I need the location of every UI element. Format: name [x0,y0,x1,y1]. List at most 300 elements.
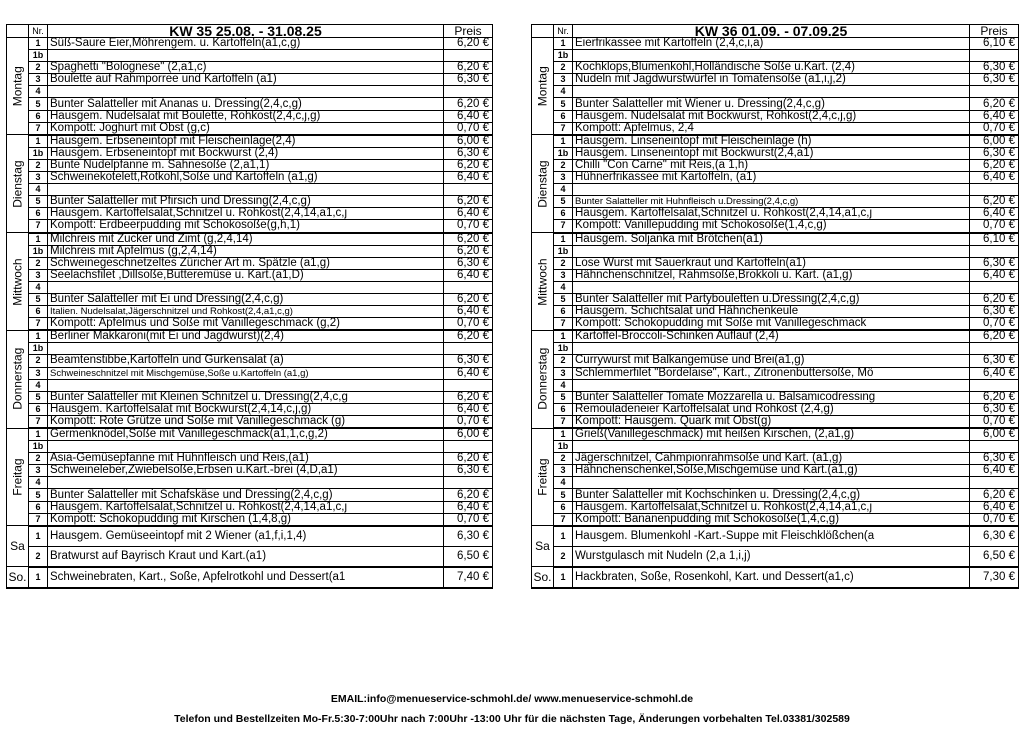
dish-text: Italien. Nudelsalat,Jägerschnitzel und Rohkost(2,4,a1,c,g) [48,306,444,318]
dish-price [970,379,1019,391]
menu-row [7,98,493,110]
dish-price [444,281,493,293]
menu-row [532,98,1019,110]
dish-price: 0,70 € [444,122,493,135]
item-number: 1 [29,38,48,50]
dish-price: 0,70 € [970,220,1019,233]
item-number: 1 [29,233,48,246]
dish-text: Schweinebraten, Kart., Soße, Apfelrotkohl und Dessert(a1 [48,567,444,588]
dish-price: 6,40 € [970,208,1019,220]
day-label: Dienstag [532,135,554,233]
dish-price [970,245,1019,257]
dish-price: 6,30 € [970,257,1019,269]
menu-row [7,184,493,196]
menu-row [532,403,1019,415]
menu-row [532,281,1019,293]
item-number: 1 [29,526,48,547]
dish-text: Asia-Gemüsepfanne mit Huhnfleisch und Reis,(a1) [48,453,444,465]
dish-text: Kompott: Apfelmus und Soße mit Vanillegeschmack (g,2) [48,318,444,331]
menu-row [7,477,493,489]
menu-row [7,245,493,257]
menu-row [532,135,1019,148]
menu-row [532,208,1019,220]
dish-price: 6,40 € [444,403,493,415]
dish-price: 6,10 € [970,38,1019,50]
item-number: 5 [554,391,573,403]
dish-text: Bunte Nudelpfanne m. Sahnesoße (2,a1,1) [48,159,444,171]
item-number: 7 [554,513,573,526]
menu-row [532,306,1019,318]
item-number: 1b [29,245,48,257]
week-title: KW 35 25.08. - 31.08.25 [48,25,444,38]
item-number: 4 [29,477,48,489]
dish-price: 6,00 € [444,428,493,441]
dish-text: Hühnerfrikassee mit Kartoffeln, (a1) [573,172,970,184]
dish-price: 6,20 € [444,391,493,403]
item-number: 6 [554,208,573,220]
menu-row [7,86,493,98]
dish-text: Schweineleber,Zwiebelsoße,Erbsen u.Kart.-brei (4,D,a1) [48,465,444,477]
dish-price: 0,70 € [444,318,493,331]
day-label: Mittwoch [532,233,554,331]
header-nr: Nr. [29,25,48,38]
dish-price: 0,70 € [444,415,493,428]
dish-price: 6,30 € [970,147,1019,159]
menu-row [532,159,1019,171]
item-number: 5 [29,489,48,501]
dish-text: Hausgem. Schichtsalat und Hähnchenkeule [573,306,970,318]
dish-price: 6,20 € [970,489,1019,501]
day-label: So. [532,567,554,588]
dish-price: 6,20 € [970,330,1019,343]
item-number: 6 [29,501,48,513]
menu-row [7,74,493,86]
footer-email: EMAIL:info@menueservice-schmohl.de/ www.menueservice-schmohl.de [330,693,694,705]
menu-row [532,379,1019,391]
dish-text [573,184,970,196]
item-number: 6 [29,208,48,220]
menu-row [532,110,1019,122]
dish-price: 6,50 € [444,546,493,567]
dish-price [970,86,1019,98]
dish-price: 7,40 € [444,567,493,588]
dish-text: Eierfrikassee mit Kartoffeln (2,4,c,i,a) [573,38,970,50]
dish-text: Bunter Salatteller mit Partybouletten u.Dressing(2,4,c,g) [573,293,970,305]
dish-price: 0,70 € [970,122,1019,135]
menu-row [7,220,493,233]
dish-text [48,379,444,391]
dish-text: Hausgem. Kartoffelsalat,Schnitzel u. Rohkost(2,4,14,a1,c,j [48,208,444,220]
item-number: 1 [29,330,48,343]
dish-text: Hausgem. Kartoffelsalat mit Bockwurst(2,4,14,c,j,g) [48,403,444,415]
dish-text: Hausgem. Soljanka mit Brötchen(a1) [573,233,970,246]
dish-price: 6,20 € [444,233,493,246]
dish-price: 6,20 € [970,98,1019,110]
dish-text: Hausgem. Kartoffelsalat,Schnitzel u. Rohkost(2,4,14,a1,c,j [573,208,970,220]
menu-row [7,233,493,246]
dish-price: 0,70 € [444,220,493,233]
dish-price: 6,20 € [444,62,493,74]
dish-text: Bunter Salatteller Tomate Mozzarella u. Balsamicodressing [573,391,970,403]
menu-row [532,489,1019,501]
dish-price: 6,20 € [444,293,493,305]
menu-row [532,257,1019,269]
item-number: 2 [554,257,573,269]
day-label: Montag [532,38,554,135]
dish-price: 6,30 € [970,355,1019,367]
item-number: 2 [554,159,573,171]
day-label: Donnerstag [7,330,29,428]
menu-row [532,477,1019,489]
item-number: 4 [29,86,48,98]
item-number: 6 [29,110,48,122]
dish-text: Kompott: Apfelmus, 2,4 [573,122,970,135]
dish-text: Germenknödel,Soße mit Vanillegeschmack(a1,1,c,g,2) [48,428,444,441]
menu-row [532,513,1019,526]
item-number: 1b [29,50,48,62]
dish-price [444,343,493,355]
dish-text: Schlemmerfilet "Bordelaise", Kart., Zitronenbuttersoße, Mö [573,367,970,379]
item-number: 1 [554,567,573,588]
dish-price: 6,30 € [444,74,493,86]
menu-row [7,318,493,331]
menu-row [7,489,493,501]
item-number: 1 [29,567,48,588]
dish-price: 6,40 € [970,269,1019,281]
day-label: Sa [7,526,29,567]
dish-price: 6,00 € [970,135,1019,148]
dish-price: 6,30 € [444,355,493,367]
dish-text: Remouladeneier Kartoffelsalat und Rohkost (2,4,g) [573,403,970,415]
menu-row [7,172,493,184]
item-number: 1b [554,441,573,453]
menu-row [532,567,1019,588]
dish-price: 6,40 € [444,269,493,281]
dish-text: Nudeln mit Jagdwurstwürfel in Tomatensoße (a1,i,j,2) [573,74,970,86]
dish-text: Hackbraten, Soße, Rosenkohl, Kart. und Dessert(a1,c) [573,567,970,588]
day-label: So. [7,567,29,588]
menu-row [532,233,1019,246]
item-number: 3 [29,367,48,379]
day-label: Mittwoch [7,233,29,331]
dish-price: 6,40 € [970,465,1019,477]
item-number: 3 [554,367,573,379]
item-number: 3 [29,172,48,184]
dish-price: 0,70 € [970,318,1019,331]
menu-row [7,343,493,355]
menu-row [532,318,1019,331]
dish-price [444,477,493,489]
menu-row [7,403,493,415]
dish-price: 6,50 € [970,546,1019,567]
table-header-row [532,25,1019,38]
header-blank [532,25,554,38]
day-label: Freitag [532,428,554,526]
item-number: 2 [29,355,48,367]
dish-text: Berliner Makkaroni(mit Ei und Jagdwurst)(2,4) [48,330,444,343]
menu-row [7,159,493,171]
item-number: 4 [554,184,573,196]
dish-text: Hausgem. Gemüseeintopf mit 2 Wiener (a1,f,i,1,4) [48,526,444,547]
dish-text: Jägerschnitzel, Cahmpionrahmsoße und Kart. (a1,g) [573,453,970,465]
dish-text: Kompott: Hausgem. Quark mit Obst(g) [573,415,970,428]
dish-price: 6,30 € [970,403,1019,415]
menu-row [7,293,493,305]
item-number: 2 [29,257,48,269]
dish-price [444,441,493,453]
dish-price: 6,20 € [444,489,493,501]
dish-text: Hausgem. Blumenkohl -Kart.-Suppe mit Fleischklößchen(a [573,526,970,547]
dish-price [444,184,493,196]
menu-row [532,184,1019,196]
item-number: 2 [554,453,573,465]
item-number: 3 [29,269,48,281]
dish-price: 0,70 € [970,513,1019,526]
dish-text: Hähnchenschenkel,Soße,Mischgemüse und Kart.(a1,g) [573,465,970,477]
dish-price: 6,10 € [970,233,1019,246]
item-number: 4 [554,379,573,391]
dish-price: 6,40 € [444,501,493,513]
dish-price: 6,30 € [970,74,1019,86]
item-number: 2 [29,453,48,465]
item-number: 2 [554,62,573,74]
dish-price: 6,40 € [970,110,1019,122]
dish-price: 6,40 € [444,110,493,122]
dish-text: Hausgem. Kartoffelsalat,Schnitzel u. Rohkost(2,4,14,a1,c,j [48,501,444,513]
footer-phone: Telefon und Bestellzeiten Mo-Fr.5:30-7:00Uhr nach 7:00Uhr -13:00 Uhr für die nächsten Tage, Änderungen vorbehalten Tel.03381/302589 [174,713,850,725]
dish-text: Hausgem. Erbseneintopf mit Bockwurst (2,4) [48,147,444,159]
dish-price: 6,30 € [444,526,493,547]
menu-row [532,415,1019,428]
item-number: 6 [554,501,573,513]
dish-price: 6,40 € [444,306,493,318]
dish-text [573,50,970,62]
header-nr: Nr. [554,25,573,38]
item-number: 3 [554,465,573,477]
dish-text: Grieß(Vanillegeschmack) mit heißen Kirschen, (2,a1,g) [573,428,970,441]
dish-text: Hausgem. Nudelsalat mit Bockwurst, Rohkost(2,4,c,j,g) [573,110,970,122]
dish-price: 6,30 € [970,306,1019,318]
menu-row [532,391,1019,403]
header-price: Preis [970,25,1019,38]
menu-row [532,441,1019,453]
item-number: 3 [29,465,48,477]
dish-text: Schweinekotelett,Rotkohl,Soße und Kartoffeln (a1,g) [48,172,444,184]
menu-row [532,526,1019,547]
dish-text: Hähnchenschnitzel, Rahmsoße,Brokkoli u. Kart. (a1,g) [573,269,970,281]
menu-row [532,245,1019,257]
item-number: 7 [554,415,573,428]
dish-text [48,184,444,196]
menu-row [7,379,493,391]
item-number: 2 [554,355,573,367]
dish-text: Bunter Salatteller mit Schafskäse und Dressing(2,4,c,g) [48,489,444,501]
menu-row [7,62,493,74]
dish-text: Hausgem. Nudelsalat mit Boulette, Rohkost(2,4,c,j,g) [48,110,444,122]
dish-price: 6,20 € [970,159,1019,171]
dish-price: 7,30 € [970,567,1019,588]
menu-row [7,355,493,367]
dish-price: 6,40 € [444,208,493,220]
dish-text [573,379,970,391]
dish-price [444,86,493,98]
menu-row [532,453,1019,465]
item-number: 4 [29,281,48,293]
dish-text: Milchreis mit Apfelmus (g,2,4,14) [48,245,444,257]
header-price: Preis [444,25,493,38]
menu-row [7,567,493,588]
dish-price [444,379,493,391]
item-number: 6 [554,403,573,415]
menu-row [7,147,493,159]
dish-price [970,343,1019,355]
dish-text: Bunter Salatteller mit Ei und Dressing(2,4,c,g) [48,293,444,305]
dish-price: 6,20 € [444,245,493,257]
item-number: 5 [554,489,573,501]
dish-text: Kompott: Joghurt mit Obst (g,c) [48,122,444,135]
dish-price: 6,20 € [444,330,493,343]
menu-row [7,257,493,269]
dish-price: 6,20 € [970,391,1019,403]
item-number: 5 [554,98,573,110]
day-label: Dienstag [7,135,29,233]
item-number: 4 [554,86,573,98]
item-number: 5 [29,196,48,208]
menu-row [532,546,1019,567]
dish-price: 0,70 € [444,513,493,526]
menu-row [532,220,1019,233]
item-number: 2 [29,159,48,171]
menu-row [532,172,1019,184]
dish-text: Currywurst mit Balkangemüse und Brei(a1,g) [573,355,970,367]
item-number: 1 [554,135,573,148]
menu-row [532,428,1019,441]
menu-row [532,367,1019,379]
menu-row [7,441,493,453]
dish-text: Kompott: Vanillepudding mit Schokosoße(1,4,c,g) [573,220,970,233]
item-number: 1b [554,245,573,257]
dish-text: Kochklops,Blumenkohl,Holländische Soße u.Kart. (2,4) [573,62,970,74]
dish-text [573,343,970,355]
dish-price: 6,20 € [444,38,493,50]
item-number: 1 [554,526,573,547]
header-blank [7,25,29,38]
menu-row [532,465,1019,477]
dish-price: 6,30 € [444,465,493,477]
menu-row [532,343,1019,355]
dish-text: Hausgem. Linseneintopf mit Bockwurst(2,4,a1) [573,147,970,159]
menu-row [7,269,493,281]
item-number: 7 [29,415,48,428]
dish-price: 6,20 € [970,196,1019,208]
item-number: 1b [554,50,573,62]
menu-row [7,526,493,547]
dish-text: Chilli "Con Carne" mit Reis,(a 1,h) [573,159,970,171]
dish-text: Süß-Saure Eier,Möhrengem. u. Kartoffeln(a1,c,g) [48,38,444,50]
dish-text: Bunter Salatteller mit Kochschinken u. Dressing(2,4,c,g) [573,489,970,501]
item-number: 6 [554,110,573,122]
item-number: 7 [554,220,573,233]
item-number: 1 [29,135,48,148]
dish-text: Beamtenstibbe,Kartoffeln und Gurkensalat (a) [48,355,444,367]
item-number: 3 [554,172,573,184]
item-number: 1b [554,147,573,159]
table-header-row [7,25,493,38]
item-number: 1 [554,330,573,343]
dish-text: Kompott: Bananenpudding mit Schokosoße(1,4,c,g) [573,513,970,526]
item-number: 7 [29,513,48,526]
item-number: 1b [29,441,48,453]
dish-price [970,184,1019,196]
menu-row [7,513,493,526]
dish-price: 6,00 € [444,135,493,148]
dish-price: 6,20 € [444,196,493,208]
item-number: 5 [554,196,573,208]
menu-row [7,38,493,50]
dish-text: Kompott: Schokopudding mit Kirschen (1,4,8,g) [48,513,444,526]
item-number: 1 [554,38,573,50]
menu-table-week-35 [6,24,493,589]
menu-row [532,86,1019,98]
item-number: 6 [29,306,48,318]
menu-row [7,428,493,441]
dish-price [970,477,1019,489]
day-label: Donnerstag [532,330,554,428]
dish-price: 6,40 € [444,172,493,184]
item-number: 1b [554,343,573,355]
item-number: 2 [29,62,48,74]
menu-row [7,50,493,62]
dish-price: 6,20 € [444,98,493,110]
item-number: 7 [29,318,48,331]
menu-row [532,196,1019,208]
dish-text [48,441,444,453]
menu-row [7,501,493,513]
item-number: 4 [554,477,573,489]
dish-price: 0,70 € [970,415,1019,428]
dish-text: Hausgem. Kartoffelsalat,Schnitzel u. Rohkost(2,4,14,a1,c,j [573,501,970,513]
dish-text: Seelachsfilet ,Dillsoße,Butteremüse u. Kart.(a1,D) [48,269,444,281]
item-number: 5 [29,293,48,305]
item-number: 2 [29,546,48,567]
dish-price [970,441,1019,453]
menu-row [7,110,493,122]
dish-text [48,477,444,489]
item-number: 7 [554,122,573,135]
item-number: 5 [554,293,573,305]
menu-table-week-36 [531,24,1019,589]
dish-text: Boulette auf Rahmporree und Kartoffeln (a1) [48,74,444,86]
menu-row [532,50,1019,62]
dish-price: 6,40 € [444,367,493,379]
item-number: 4 [29,379,48,391]
dish-text: Spaghetti "Bolognese" (2,a1,c) [48,62,444,74]
dish-price: 6,30 € [970,62,1019,74]
dish-text: Kompott: Rote Grütze und Soße mit Vanillegeschmack (g) [48,415,444,428]
menu-row [532,355,1019,367]
dish-text [48,86,444,98]
dish-text: Bunter Salatteller mit Kleinen Schnitzel u. Dressing(2,4,c,g [48,391,444,403]
dish-price [444,50,493,62]
menu-row [532,269,1019,281]
dish-price: 6,20 € [444,453,493,465]
menu-row [532,38,1019,50]
dish-text: Hausgem. Linseneintopf mit Fleischeinlage (h) [573,135,970,148]
menu-row [7,465,493,477]
menu-row [532,501,1019,513]
item-number: 6 [554,306,573,318]
dish-text: Hausgem. Erbseneintopf mit Fleischeinlage(2,4) [48,135,444,148]
